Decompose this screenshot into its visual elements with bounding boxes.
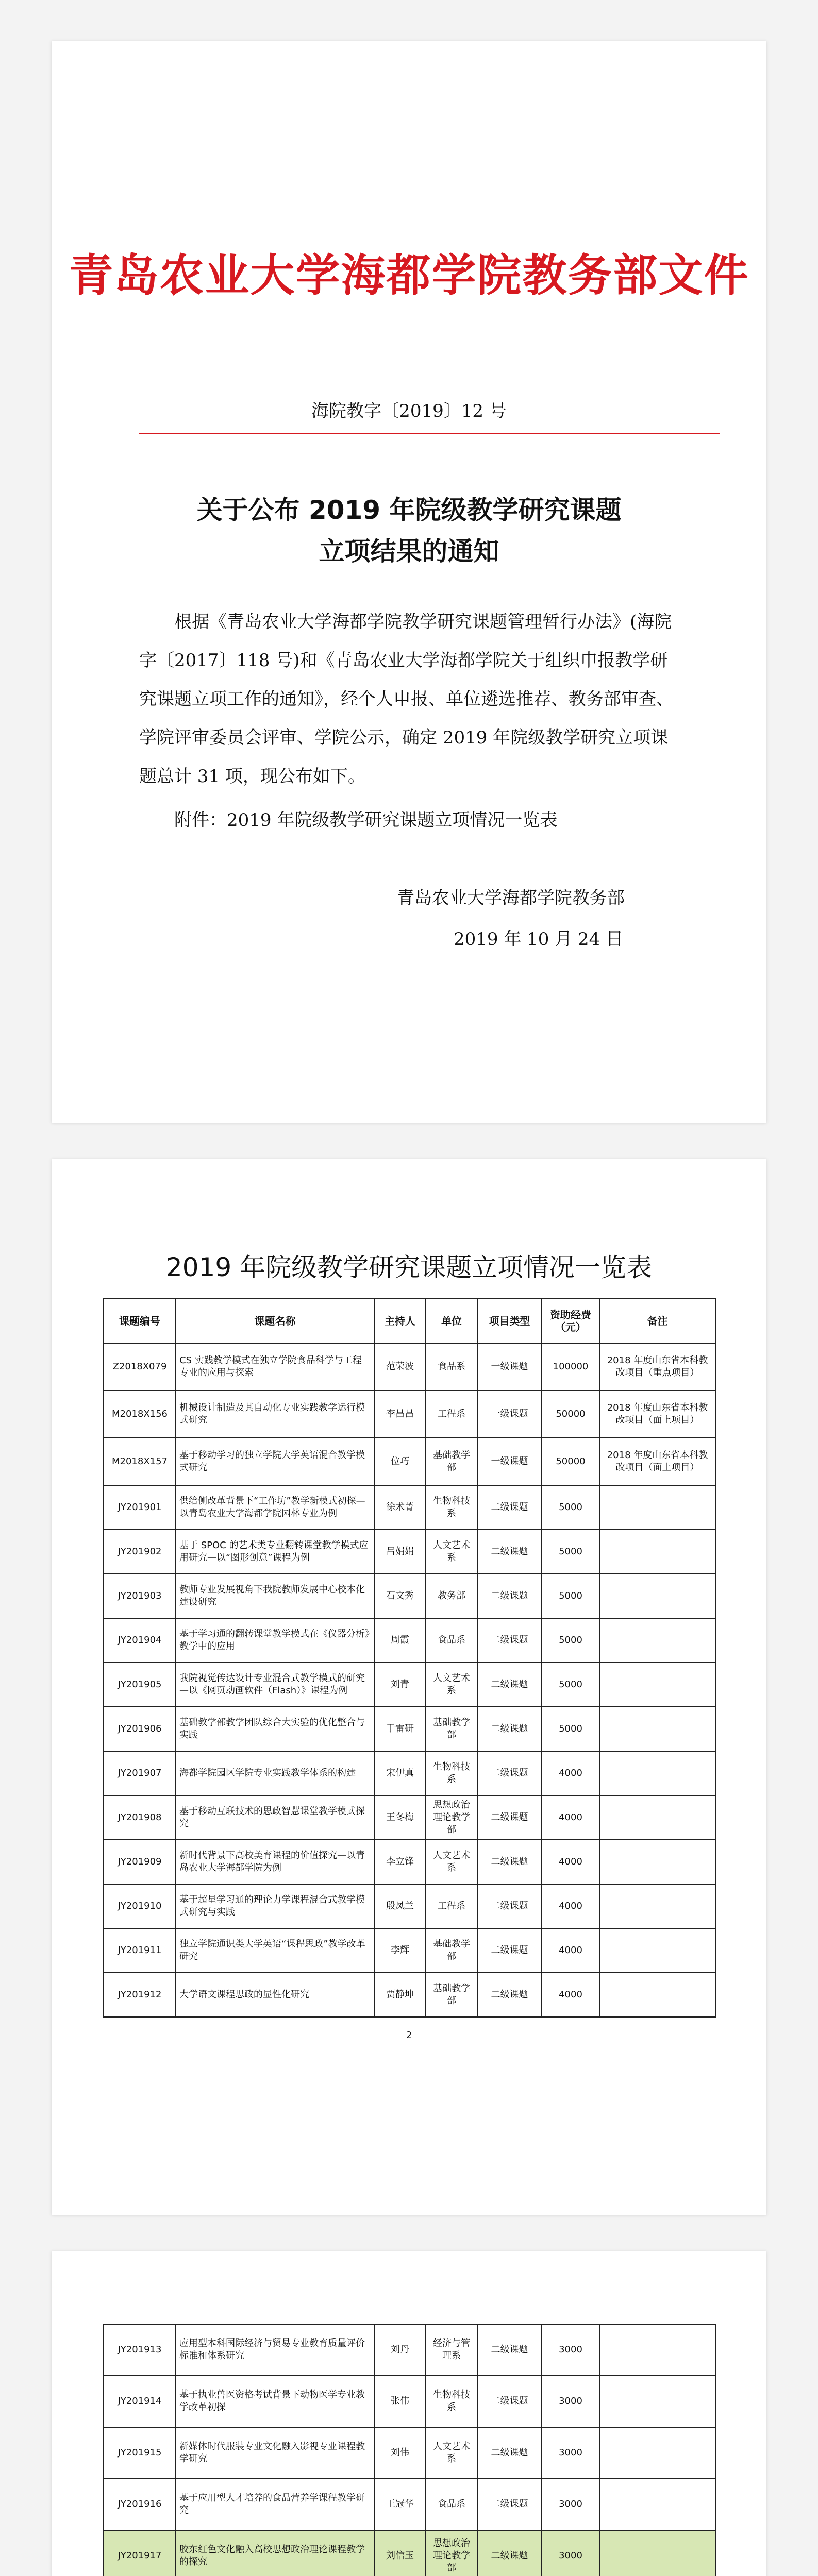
table-row <box>104 1574 715 1618</box>
cell-type: 二级课题 <box>477 2530 542 2576</box>
cell-project-name: CS 实践教学模式在独立学院食品科学与工程专业的应用与探索 <box>176 1343 374 1391</box>
cell-remarks <box>599 2427 715 2479</box>
cell-funding: 50000 <box>542 1438 599 1485</box>
cell-project-id: JY201909 <box>104 1840 176 1884</box>
cell-remarks: 2018 年度山东省本科教改项目（面上项目） <box>599 1391 715 1438</box>
cell-project-id: JY201903 <box>104 1574 176 1618</box>
cell-type: 二级课题 <box>477 2324 542 2376</box>
cell-type: 一级课题 <box>477 1438 542 1485</box>
cell-remarks <box>599 2530 715 2576</box>
table-row <box>104 1707 715 1751</box>
cell-project-name: 基于应用型人才培养的食品营养学课程教学研究 <box>176 2479 374 2530</box>
table-row <box>104 1438 715 1485</box>
cell-project-name: 基础教学部教学团队综合大实验的优化整合与实践 <box>176 1707 374 1751</box>
signature-date: 2019 年 10 月 24 日 <box>454 929 624 950</box>
table-row <box>104 2376 715 2427</box>
cell-funding: 3000 <box>542 2479 599 2530</box>
cell-remarks <box>599 2376 715 2427</box>
cell-remarks <box>599 1884 715 1928</box>
table-row <box>104 2427 715 2479</box>
cell-project-name: 基于学习通的翻转课堂教学模式在《仪器分析》教学中的应用 <box>176 1618 374 1663</box>
cell-funding: 50000 <box>542 1391 599 1438</box>
cell-unit: 食品系 <box>426 1343 477 1391</box>
cell-type: 二级课题 <box>477 2479 542 2530</box>
cell-funding: 3000 <box>542 2427 599 2479</box>
cell-type: 二级课题 <box>477 1618 542 1663</box>
table-row <box>104 1530 715 1574</box>
cell-project-id: JY201916 <box>104 2479 176 2530</box>
table-row <box>104 2324 715 2376</box>
cell-leader: 刘丹 <box>374 2324 426 2376</box>
cell-project-name: 大学语文课程思政的显性化研究 <box>176 1973 374 2017</box>
table-title: 2019 年院级教学研究课题立项情况一览表 <box>165 1252 653 1282</box>
cell-unit: 食品系 <box>426 1618 477 1663</box>
cell-remarks <box>599 1663 715 1707</box>
cell-remarks <box>599 2479 715 2530</box>
cell-type: 二级课题 <box>477 1574 542 1618</box>
header-remarks: 备注 <box>599 1299 715 1343</box>
cell-type: 二级课题 <box>477 2376 542 2427</box>
cell-leader: 刘信玉 <box>374 2530 426 2576</box>
cell-funding: 3000 <box>542 2376 599 2427</box>
cell-project-id: JY201901 <box>104 1485 176 1530</box>
header-leader: 主持人 <box>374 1299 426 1343</box>
cell-unit: 人文艺术系 <box>426 1663 477 1707</box>
cell-project-id: M2018X157 <box>104 1438 176 1485</box>
cell-remarks <box>599 1840 715 1884</box>
cell-leader: 宋伊真 <box>374 1751 426 1795</box>
cell-project-id: JY201904 <box>104 1618 176 1663</box>
cell-unit: 生物科技系 <box>426 1485 477 1530</box>
cell-project-name: 基于 SPOC 的艺术类专业翻转课堂教学模式应用研究—以“图形创意”课程为例 <box>176 1530 374 1574</box>
cell-leader: 李立锋 <box>374 1840 426 1884</box>
cell-project-name: 基于执业兽医资格考试背景下动物医学专业教学改革初探 <box>176 2376 374 2427</box>
cell-unit: 经济与管理系 <box>426 2324 477 2376</box>
cell-type: 二级课题 <box>477 1751 542 1795</box>
header-unit: 单位 <box>426 1299 477 1343</box>
cell-remarks <box>599 1618 715 1663</box>
cell-type: 二级课题 <box>477 1707 542 1751</box>
cell-remarks <box>599 1928 715 1973</box>
cell-leader: 刘青 <box>374 1663 426 1707</box>
cell-unit: 生物科技系 <box>426 2376 477 2427</box>
cell-unit: 思想政治理论教学部 <box>426 2530 477 2576</box>
cell-project-name: 独立学院通识类大学英语“课程思政”教学改革研究 <box>176 1928 374 1973</box>
cell-leader: 张伟 <box>374 2376 426 2427</box>
cell-funding: 4000 <box>542 1928 599 1973</box>
page-1 <box>52 41 766 1123</box>
cell-leader: 徐术菁 <box>374 1485 426 1530</box>
table-row <box>104 1391 715 1438</box>
cell-project-name: 基于超星学习通的理论力学课程混合式教学模式研究与实践 <box>176 1884 374 1928</box>
cell-project-name: 机械设计制造及其自动化专业实践教学运行模式研究 <box>176 1391 374 1438</box>
cell-project-id: JY201914 <box>104 2376 176 2427</box>
cell-type: 二级课题 <box>477 1485 542 1530</box>
cell-type: 二级课题 <box>477 1663 542 1707</box>
table-row <box>104 1928 715 1973</box>
table-row <box>104 1840 715 1884</box>
cell-funding: 4000 <box>542 1973 599 2017</box>
project-table-part-1 <box>103 1298 716 2018</box>
header-red-rule <box>139 433 720 434</box>
cell-unit: 基础教学部 <box>426 1973 477 2017</box>
cell-project-name: 新时代背景下高校美育课程的价值探究—以青岛农业大学海都学院为例 <box>176 1840 374 1884</box>
cell-project-id: JY201913 <box>104 2324 176 2376</box>
cell-type: 二级课题 <box>477 1795 542 1840</box>
cell-leader: 位巧 <box>374 1438 426 1485</box>
cell-unit: 思想政治理论教学部 <box>426 1795 477 1840</box>
table-row <box>104 1973 715 2017</box>
cell-remarks <box>599 1751 715 1795</box>
cell-type: 二级课题 <box>477 2427 542 2479</box>
table-body-part-1 <box>104 1343 715 2017</box>
cell-project-name: 教师专业发展视角下我院教师发展中心校本化建设研究 <box>176 1574 374 1618</box>
cell-unit: 人文艺术系 <box>426 1530 477 1574</box>
cell-funding: 5000 <box>542 1574 599 1618</box>
cell-leader: 李昌昌 <box>374 1391 426 1438</box>
header-type: 项目类型 <box>477 1299 542 1343</box>
cell-leader: 王冬梅 <box>374 1795 426 1840</box>
cell-project-id: JY201912 <box>104 1973 176 2017</box>
project-table-part-2 <box>103 2324 716 2576</box>
cell-leader: 周霞 <box>374 1618 426 1663</box>
cell-unit: 生物科技系 <box>426 1751 477 1795</box>
cell-remarks <box>599 1530 715 1574</box>
cell-funding: 5000 <box>542 1530 599 1574</box>
cell-project-name: 基于移动学习的独立学院大学英语混合教学模式研究 <box>176 1438 374 1485</box>
cell-project-id: JY201917 <box>104 2530 176 2576</box>
cell-leader: 殷凤兰 <box>374 1884 426 1928</box>
header-funding: 资助经费（元） <box>542 1299 599 1343</box>
cell-remarks <box>599 1707 715 1751</box>
cell-remarks <box>599 2324 715 2376</box>
document-number: 海院教字〔2019〕12 号 <box>311 401 507 421</box>
attachment-line: 附件：2019 年院级教学研究课题立项情况一览表 <box>174 810 558 831</box>
table-row <box>104 1884 715 1928</box>
cell-funding: 100000 <box>542 1343 599 1391</box>
cell-unit: 工程系 <box>426 1391 477 1438</box>
table-row <box>104 1343 715 1391</box>
signature-unit: 青岛农业大学海都学院教务部 <box>397 888 625 908</box>
cell-type: 一级课题 <box>477 1343 542 1391</box>
cell-project-id: JY201908 <box>104 1795 176 1840</box>
table-row <box>104 1618 715 1663</box>
table-header-row <box>104 1299 715 1343</box>
table-row <box>104 2530 715 2576</box>
cell-project-id: JY201906 <box>104 1707 176 1751</box>
cell-funding: 3000 <box>542 2324 599 2376</box>
cell-funding: 4000 <box>542 1884 599 1928</box>
cell-leader: 范荣波 <box>374 1343 426 1391</box>
cell-leader: 王冠华 <box>374 2479 426 2530</box>
cell-project-name: 应用型本科国际经济与贸易专业教育质量评价标准和体系研究 <box>176 2324 374 2376</box>
cell-project-name: 我院视觉传达设计专业混合式教学模式的研究—以《网页动画软件（Flash）》课程为例 <box>176 1663 374 1707</box>
cell-unit: 食品系 <box>426 2479 477 2530</box>
cell-leader: 李辉 <box>374 1928 426 1973</box>
cell-leader: 刘伟 <box>374 2427 426 2479</box>
table-row <box>104 2479 715 2530</box>
table-body-part-2 <box>104 2324 715 2576</box>
cell-project-id: JY201915 <box>104 2427 176 2479</box>
cell-project-name: 供给侧改革背景下“工作坊”教学新模式初探—以青岛农业大学海都学院园林专业为例 <box>176 1485 374 1530</box>
cell-funding: 5000 <box>542 1485 599 1530</box>
cell-funding: 3000 <box>542 2530 599 2576</box>
page-2 <box>52 1159 766 2215</box>
cell-remarks <box>599 1574 715 1618</box>
notice-body: 根据《青岛农业大学海都学院教学研究课题管理暂行办法》(海院字〔2017〕118 号)和《青岛农业大学海都学院关于组织申报教学研究课题立项工作的通知》，经个人申报、单位遴选推荐、教务部审查、学院评审委员会评审、学院公示，确定 2019 年院级教学研究立项课题总计 31 项，现公布如下。 <box>139 612 674 787</box>
notice-title-line-1: 关于公布 2019 年院级教学研究课题 <box>196 495 622 525</box>
cell-funding: 4000 <box>542 1795 599 1840</box>
document-header: 青岛农业大学海都学院教务部文件 <box>69 250 749 301</box>
cell-type: 二级课题 <box>477 1928 542 1973</box>
cell-funding: 5000 <box>542 1707 599 1751</box>
cell-remarks <box>599 1973 715 2017</box>
cell-project-id: JY201902 <box>104 1530 176 1574</box>
page-3 <box>52 2251 766 2576</box>
cell-funding: 5000 <box>542 1663 599 1707</box>
cell-project-id: JY201905 <box>104 1663 176 1707</box>
cell-project-id: M2018X156 <box>104 1391 176 1438</box>
cell-funding: 4000 <box>542 1840 599 1884</box>
header-project-name: 课题名称 <box>176 1299 374 1343</box>
cell-unit: 基础教学部 <box>426 1438 477 1485</box>
cell-type: 二级课题 <box>477 1884 542 1928</box>
cell-unit: 工程系 <box>426 1884 477 1928</box>
cell-project-name: 胶东红色文化融入高校思想政治理论课程教学的探究 <box>176 2530 374 2576</box>
cell-project-name: 海都学院园区学院专业实践教学体系的构建 <box>176 1751 374 1795</box>
header-project-id: 课题编号 <box>104 1299 176 1343</box>
cell-unit: 人文艺术系 <box>426 2427 477 2479</box>
table-row <box>104 1795 715 1840</box>
cell-project-id: JY201911 <box>104 1928 176 1973</box>
page-number: 2 <box>406 2030 412 2041</box>
cell-leader: 贾静坤 <box>374 1973 426 2017</box>
cell-remarks <box>599 1485 715 1530</box>
cell-funding: 5000 <box>542 1618 599 1663</box>
cell-type: 二级课题 <box>477 1530 542 1574</box>
cell-unit: 人文艺术系 <box>426 1840 477 1884</box>
cell-unit: 教务部 <box>426 1574 477 1618</box>
cell-project-id: Z2018X079 <box>104 1343 176 1391</box>
cell-type: 一级课题 <box>477 1391 542 1438</box>
cell-unit: 基础教学部 <box>426 1928 477 1973</box>
table-row <box>104 1485 715 1530</box>
cell-remarks: 2018 年度山东省本科教改项目（重点项目） <box>599 1343 715 1391</box>
cell-remarks: 2018 年度山东省本科教改项目（面上项目） <box>599 1438 715 1485</box>
table-row <box>104 1751 715 1795</box>
cell-project-id: JY201907 <box>104 1751 176 1795</box>
cell-project-id: JY201910 <box>104 1884 176 1928</box>
cell-leader: 于雷研 <box>374 1707 426 1751</box>
table-row <box>104 1663 715 1707</box>
cell-project-name: 基于移动互联技术的思政智慧课堂教学模式探究 <box>176 1795 374 1840</box>
cell-funding: 4000 <box>542 1751 599 1795</box>
notice-title <box>52 489 766 572</box>
cell-type: 二级课题 <box>477 1973 542 2017</box>
cell-unit: 基础教学部 <box>426 1707 477 1751</box>
cell-type: 二级课题 <box>477 1840 542 1884</box>
cell-leader: 石文秀 <box>374 1574 426 1618</box>
notice-title-line-2: 立项结果的通知 <box>319 536 499 566</box>
cell-remarks <box>599 1795 715 1840</box>
cell-project-name: 新媒体时代服装专业文化融入影视专业课程教学研究 <box>176 2427 374 2479</box>
cell-leader: 吕娟娟 <box>374 1530 426 1574</box>
